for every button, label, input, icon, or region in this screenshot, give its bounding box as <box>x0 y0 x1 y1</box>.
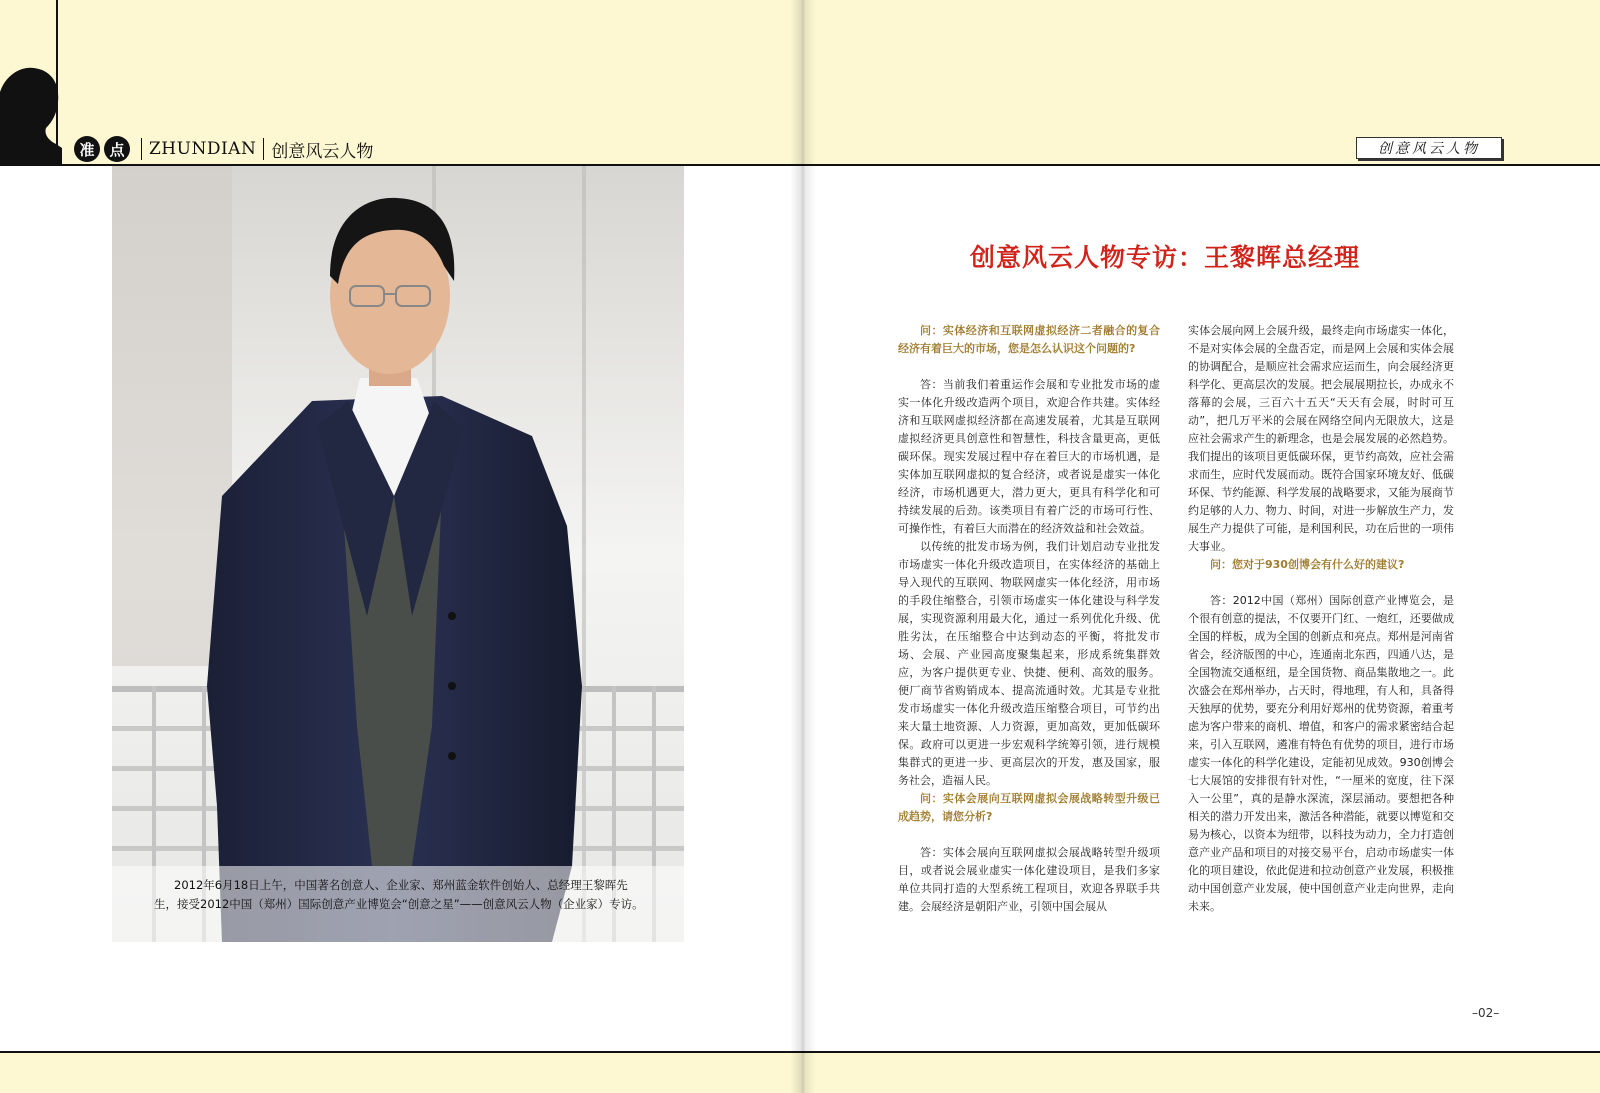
photo-caption-text: 2012年6月18日上午，中国著名创意人、企业家、郑州蓝金软件创始人、总经理王黎晖先生，接受2012中国（郑州）国际创意产业博览会“创意之星”——创意风云人物（企业家）专访。 <box>154 878 644 911</box>
header-section-title: 创意风云人物 <box>271 141 374 162</box>
answer-paragraph: 以传统的批发市场为例，我们计划启动专业批发市场虚实一体化升级改造项目，在实体经济的基础上导入现代的互联网、物联网虚实一体化经济，用市场的手段住缩整合，引领市场虚实一体化建设与科学发展，实现资源利用最大化，通过一系列优化升级、优胜劣汰，在压缩整合中达到动态的平衡，将批发市场、会展、产业园高度聚集起来，形成系统集群效应，为客户提供更专业、快捷、便利、高效的服务。便厂商节省购销成本、提高流通时效。尤其是专业批发市场虚实一体化升级改造压缩整合项目，可节约出来大量土地资源、人力资源，更加高效，更加低碳环保。政府可以更进一步宏观科学统筹引领，进行规模集群式的更进一步、更高层次的开发，惠及国家，服务社会，造福人民。 <box>898 540 1160 787</box>
person-silhouette-icon <box>0 64 62 166</box>
section-header-right: 创意风云人物 <box>1356 137 1502 159</box>
page-number: –02– <box>1472 1006 1500 1020</box>
question-paragraph: 问：实体会展向互联网虚拟会展战略转型升级已成趋势，请您分析? <box>898 792 1160 823</box>
page-fold-shadow <box>790 0 816 1093</box>
portrait-illustration <box>112 166 684 942</box>
header-divider <box>263 138 264 160</box>
answer-paragraph: 答：2012中国（郑州）国际创意产业博览会，是个很有创意的提法，不仅要开门红、一炮红，还要做成全国的样板，成为全国的创新点和亮点。郑州是河南省省会，经济版图的中心，连通南北东西，四通八达，是全国物流交通枢纽，是全国货物、商品集散地之一。此次盛会在郑州举办，占天时，得地理，有人和，具备得天独厚的优势，要充分利用好郑州的优势资源，着重考虑为客户带来的商机、增值，和客户的需求紧密结合起来，引入互联网，遴准有特色有优势的项目，进行市场虚实一体化的科学化建设，定能初见成效。930创博会七大展馆的安排很有针对性，“一厘米的宽度，往下深入一公里”，真的是静水深流，深层涌动。要想把各种相关的潜力开发出来，激活各种潜能，就要以博览和交易为核心，以资本为纽带，以科技为动力，全力打造创意产业产品和项目的对接交易平台，启动市场虚实一体化的项目建设，依此促进和拉动创意产业发展，积极推动中国创意产业发展，使中国创意产业走向世界，走向未来。 <box>1188 594 1454 913</box>
header-latin: ZHUNDIAN <box>149 139 257 159</box>
header-mark-2: 点 <box>104 136 130 162</box>
portrait-photo <box>112 166 684 942</box>
question-paragraph: 问：实体经济和互联网虚拟经济二者融合的复合经济有着巨大的市场，您是怎么认识这个问题的? <box>898 324 1160 355</box>
answer-paragraph: 答：实体会展向互联网虚拟会展战略转型升级项目，或者说会展业虚实一体化建设项目，是我们多家单位共同打造的大型系统工程项目，欢迎各界联手共建。会展经济是朝阳产业，引领中国会展从 <box>898 846 1160 913</box>
article-column-1 <box>898 322 1160 916</box>
answer-paragraph: 实体会展向网上会展升级，最终走向市场虚实一体化，不是对实体会展的全盘否定，而是网上会展和实体会展的协调配合，是顺应社会需求应运而生，向会展经济更科学化、更高层次的发展。把会展展期拉长，办成永不落幕的会展，三百六十五天“天天有会展，时时可互动”，把几万平米的会展在网络空间内无限放大，这是应社会需求产生的新理念，也是会展发展的必然趋势。我们提出的该项目更低碳环保，更节约高效，应社会需求而生，应时代发展而动。既符合国家环境友好、低碳环保、节约能源、科学发展的战略要求，又能为展商节约足够的人力、物力、时间，对进一步解放生产力，发展生产力提供了可能，是利国利民，功在后世的一项伟大事业。 <box>1188 324 1454 553</box>
question-paragraph: 问：您对于930创博会有什么好的建议? <box>1210 558 1405 571</box>
header-divider <box>141 138 142 160</box>
section-header-left <box>74 135 373 163</box>
photo-caption <box>154 876 648 914</box>
article-title: 创意风云人物专访：王黎晖总经理 <box>969 243 1360 272</box>
article-column-2 <box>1188 322 1454 916</box>
header-mark-1: 准 <box>74 136 100 162</box>
answer-paragraph: 答：当前我们着重运作会展和专业批发市场的虚实一体化升级改造两个项目，欢迎合作共建。实体经济和互联网虚拟经济都在高速发展着，尤其是互联网虚拟经济更具创意性和智慧性，科技含量更高，更低碳环保。现实发展过程中存在着巨大的市场机遇，是实体加互联网虚拟的复合经济，或者说是虚实一体化经济，市场机遇更大，潜力更大，更具有科学化和可持续发展的后劲。该类项目有着广泛的市场可行性、可操作性，有着巨大而潜在的经济效益和社会效益。 <box>898 378 1160 535</box>
